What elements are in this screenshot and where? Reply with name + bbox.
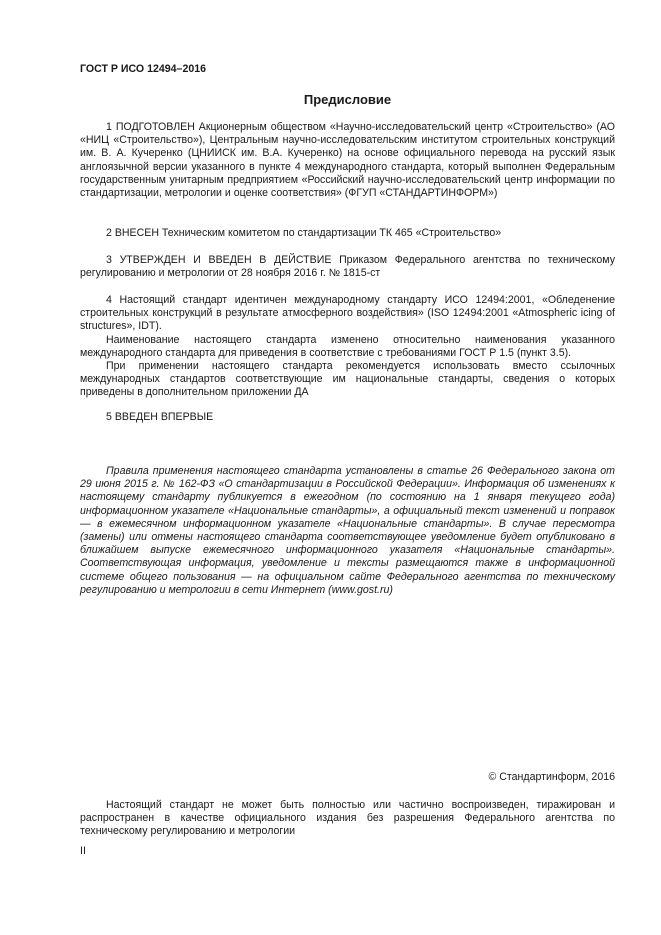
application-rules-notice bbox=[80, 465, 615, 597]
section-1 bbox=[80, 121, 615, 200]
notice-text: Правила применения настоящего стандарта установлены в статье 26 Федерального закона от 29 июня 2015 г. № 162-ФЗ «О стандартизации в Российской Федерации». Информация об изменениях к настоящему стандарту публикуется в ежегодном (по состоянию на 1 января текущего года) информационном указателе «Национальные стандарты», а официальный текст изменений и поправок — в ежемесячном информационном указателе «Национальные стандарты». В случае пересмотра (замены) или отмены настоящего стандарта соответствующее уведомление будет опубликовано в ближайшем выпуске ежемесячного информационного указателя «Национальные стандарты». Соответствующая информация, уведомление и тексты размещаются также в информационной системе общего пользования — на официальном сайте Федерального агентства по техническому регулированию и метрологии в сети Интернет (www.gost.ru) bbox=[80, 465, 615, 596]
section-2 bbox=[80, 227, 615, 240]
paragraph-identical-standard: 4 Настоящий стандарт идентичен международному стандарту ИСО 12494:2001, «Обледенение строительных конструкций в результате атмосферного воздействия» (ISO 12494:2001 «Atmospheric icing of structures», IDT). bbox=[80, 294, 615, 333]
section-5 bbox=[80, 411, 615, 424]
paragraph-references: При применении настоящего стандарта рекомендуется использовать вместо ссылочных международных стандартов соответствующие им национальные стандарты, сведения о которых приведены в дополнительном приложении ДА bbox=[80, 360, 615, 399]
paragraph-name-changed: Наименование настоящего стандарта изменено относительно наименования указанного международного стандарта для приведения в соответствие с требованиями ГОСТ Р 1.5 (пункт 3.5). bbox=[80, 333, 615, 359]
paragraph-prepared-by: 1 ПОДГОТОВЛЕН Акционерным обществом «Научно-исследовательский центр «Строительство» (АО «НИЦ «Строительство»), Центральным научно-исследовательским институтом строительных конструкций им. В. А. Кучеренко (ЦНИИСК им. В.А. Кучеренко) на основе официального перевода на русский язык англоязычной версии указанного в пункте 4 международного стандарта, который выполнен Федеральным государственным унитарным предприятием «Российский научно-исследовательский центр информации по стандартизации, метрологии и оценке соответствия» (ФГУП «СТАНДАРТИНФОРМ») bbox=[80, 121, 615, 200]
section-4 bbox=[80, 294, 615, 400]
section-3 bbox=[80, 254, 615, 280]
reproduction-notice bbox=[80, 799, 615, 839]
paragraph-first-introduced: 5 ВВЕДЕН ВПЕРВЫЕ bbox=[106, 411, 214, 423]
paragraph-introduced-by: 2 ВНЕСЕН Техническим комитетом по стандартизации ТК 465 «Строительство» bbox=[106, 227, 502, 239]
copyright: © Стандартинформ, 2016 bbox=[488, 771, 615, 783]
standard-code-header: ГОСТ Р ИСО 12494–2016 bbox=[80, 63, 207, 75]
reproduction-text: Настоящий стандарт не может быть полностью или частично воспроизведен, тиражирован и распространен в качестве официального издания без разрешения Федерального агентства по техническому регулированию и метрологии bbox=[80, 799, 615, 838]
page-title: Предисловие bbox=[303, 92, 392, 107]
page-number: II bbox=[80, 845, 86, 857]
paragraph-approved: 3 УТВЕРЖДЕН И ВВЕДЕН В ДЕЙСТВИЕ Приказом Федерального агентства по техническому регулированию и метрологии от 28 ноября 2016 г. № 1815-ст bbox=[80, 254, 615, 280]
